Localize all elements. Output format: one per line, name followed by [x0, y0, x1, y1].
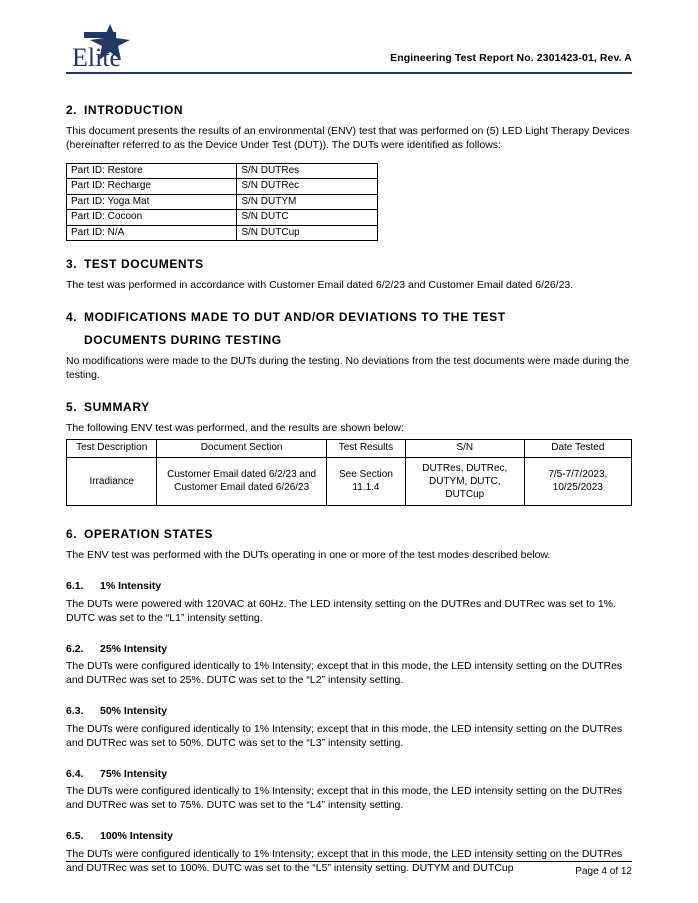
table-row	[67, 210, 378, 226]
section-title-modifications-line2: DOCUMENTS DURING TESTING	[84, 332, 282, 347]
subsection-heading-1-percent	[66, 579, 632, 593]
svg-text:Elite: Elite	[72, 43, 122, 70]
section-number-introduction: 2.	[66, 103, 78, 117]
paragraph-introduction: This document presents the results of an environmental (ENV) test that was performed on (5) LED Light Therapy Devices (hereinafter referred to as the Device Under Test (DUT)). The DUTs were identified as follows:	[66, 125, 630, 152]
section-title-introduction: INTRODUCTION	[84, 103, 184, 117]
section-heading-modifications	[66, 309, 632, 325]
cell-date-tested: 7/5-7/7/2023, 10/25/2023	[524, 457, 631, 505]
dut-part-id: Part ID: N/A	[67, 225, 237, 241]
section-heading-introduction	[66, 102, 632, 118]
footer-divider	[66, 861, 632, 862]
column-header-document-section: Document Section	[157, 440, 327, 458]
subsection-title-100-percent: 100% Intensity	[100, 830, 173, 843]
subsection-title-1-percent: 1% Intensity	[100, 580, 162, 593]
header-divider	[66, 72, 632, 74]
dut-serial-number: S/N DUTC	[237, 210, 378, 226]
dut-identification-table	[66, 163, 378, 242]
dut-part-id: Part ID: Cocoon	[67, 210, 237, 226]
section-heading-test-documents	[66, 256, 632, 272]
paragraph-50-percent: The DUTs were configured identically to 1% Intensity; except that in this mode, the LED intensity setting on the DUTRes and DUTRec was set to 50%. DUTC was set to the “L3” intensity setting.	[66, 722, 623, 749]
column-header-sn: S/N	[405, 440, 524, 458]
section-number-operation-states: 6.	[66, 526, 78, 541]
column-header-date-tested: Date Tested	[524, 440, 631, 458]
dut-serial-number: S/N DUTRec	[237, 179, 378, 195]
cell-document-section: Customer Email dated 6/2/23 and Customer Email dated 6/26/23	[157, 457, 327, 505]
paragraph-25-percent: The DUTs were configured identically to 1% Intensity; except that in this mode, the LED intensity setting on the DUTRes and DUTRec was set to 25%. DUTC was set to the “L2” intensity setting.	[66, 660, 623, 687]
report-title: Engineering Test Report No. 2301423-01, Rev. A	[390, 52, 632, 64]
section-heading-modifications-line2	[84, 332, 632, 348]
table-row	[67, 179, 378, 195]
column-header-test-description: Test Description	[67, 440, 157, 458]
column-header-test-results: Test Results	[326, 440, 405, 458]
section-number-modifications: 4.	[66, 310, 78, 325]
document-content	[66, 84, 632, 875]
page-header	[66, 0, 632, 84]
section-number-test-documents: 3.	[66, 257, 78, 272]
table-row	[67, 225, 378, 241]
section-title-summary: SUMMARY	[84, 400, 150, 415]
dut-serial-number: S/N DUTYM	[237, 194, 378, 210]
section-heading-summary	[66, 399, 632, 415]
page-footer	[66, 861, 632, 877]
subsection-heading-25-percent	[66, 642, 632, 656]
dut-serial-number: S/N DUTCup	[237, 225, 378, 241]
subsection-heading-50-percent	[66, 704, 632, 718]
section-number-summary: 5.	[66, 400, 78, 415]
table-header-row	[67, 440, 632, 458]
subsection-number-100-percent: 6.5.	[66, 830, 84, 843]
cell-test-description: Irradiance	[67, 457, 157, 505]
subsection-title-75-percent: 75% Intensity	[100, 767, 168, 780]
paragraph-100-percent: The DUTs were configured identically to 1% Intensity; except that in this mode, the LED intensity setting on the DUTRes and DUTRec was set to 100%. DUTC was set to the “L5” intensity setting. DUTYM and DUTCup	[66, 847, 623, 874]
paragraph-test-documents: The test was performed in accordance with Customer Email dated 6/2/23 and Customer Email dated 6/26/23.	[66, 279, 574, 292]
subsection-title-25-percent: 25% Intensity	[100, 642, 168, 655]
dut-part-id: Part ID: Yoga Mat	[67, 194, 237, 210]
table-row	[67, 457, 632, 505]
subsection-number-50-percent: 6.3.	[66, 705, 84, 718]
summary-results-table	[66, 439, 632, 506]
page-number: Page 4 of 12	[575, 866, 632, 877]
subsection-title-50-percent: 50% Intensity	[100, 705, 168, 718]
subsection-number-75-percent: 6.4.	[66, 767, 84, 780]
dut-serial-number: S/N DUTRes	[237, 163, 378, 179]
paragraph-summary: The following ENV test was performed, and the results are shown below:	[66, 422, 404, 435]
cell-sn: DUTRes, DUTRec, DUTYM, DUTC, DUTCup	[405, 457, 524, 505]
paragraph-operation-states: The ENV test was performed with the DUTs operating in one or more of the test modes described below.	[66, 549, 551, 562]
table-row	[67, 194, 378, 210]
dut-part-id: Part ID: Recharge	[67, 179, 237, 195]
subsection-heading-75-percent	[66, 767, 632, 781]
paragraph-75-percent: The DUTs were configured identically to 1% Intensity; except that in this mode, the LED intensity setting on the DUTRes and DUTRec was set to 75%. DUTC was set to the “L4” intensity setting.	[66, 785, 623, 812]
paragraph-modifications: No modifications were made to the DUTs during the testing. No deviations from the test documents were made during the testing.	[66, 354, 630, 381]
section-title-operation-states: OPERATION STATES	[84, 526, 213, 541]
section-title-test-documents: TEST DOCUMENTS	[84, 257, 204, 272]
subsection-heading-100-percent	[66, 829, 632, 843]
subsection-number-1-percent: 6.1.	[66, 580, 84, 593]
elite-logo	[66, 24, 146, 70]
table-row	[67, 163, 378, 179]
cell-test-results: See Section 11.1.4	[326, 457, 405, 505]
dut-part-id: Part ID: Restore	[67, 163, 237, 179]
subsection-number-25-percent: 6.2.	[66, 642, 84, 655]
paragraph-1-percent: The DUTs were powered with 120VAC at 60Hz. The LED intensity setting on the DUTRes and DUTRec was set to 1%. DUTC was set to the “L1” intensity setting.	[66, 597, 616, 624]
section-heading-operation-states	[66, 526, 632, 542]
section-title-modifications-line1: MODIFICATIONS MADE TO DUT AND/OR DEVIATIONS TO THE TEST	[84, 310, 506, 325]
